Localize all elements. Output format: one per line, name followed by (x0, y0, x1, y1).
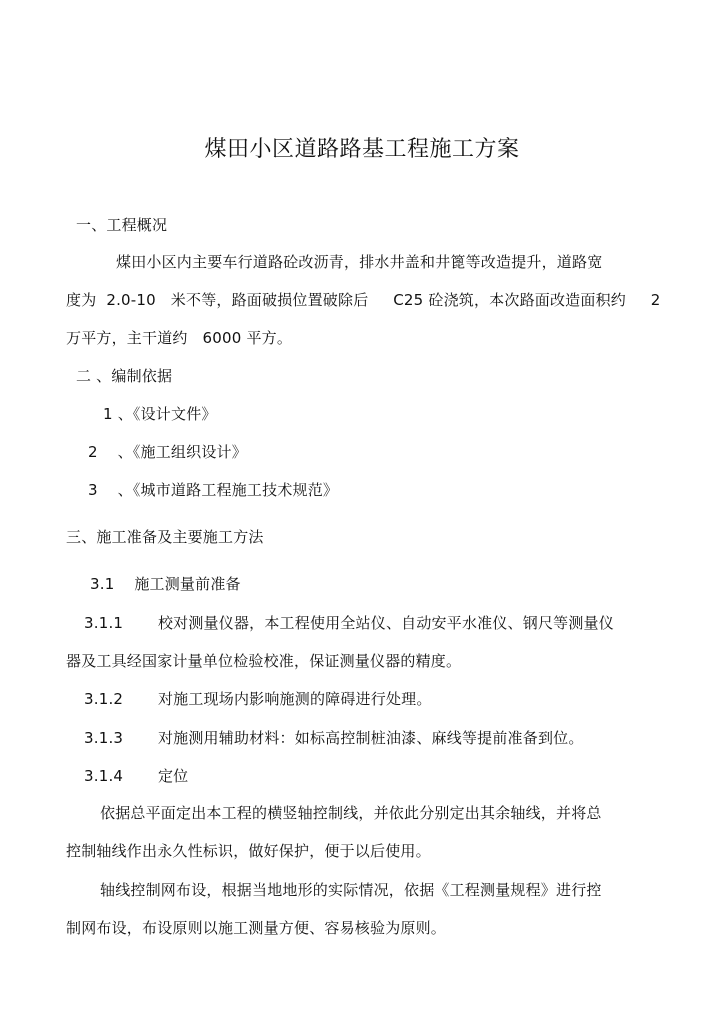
list-item: 2 、《施工组织设计》 (88, 443, 247, 461)
paragraph-line: 依据总平面定出本工程的横竖轴控制线，并依此分别定出其余轴线，并将总 (100, 804, 602, 822)
paragraph-line: 3.1.3 对施测用辅助材料：如标高控制桩油漆、麻线等提前准备到位。 (84, 729, 584, 747)
document-title: 煤田小区道路路基工程施工方案 (204, 137, 520, 162)
paragraph-line: 3.1.2 对施工现场内影响施测的障碍进行处理。 (84, 690, 432, 708)
subsection-heading: 3.1 施工测量前准备 (90, 575, 241, 593)
paragraph-line: 3.1.1 校对测量仪器，本工程使用全站仪、自动安平水准仪、钢尺等测量仪 (84, 614, 614, 632)
section-heading-overview: 一、工程概况 (76, 216, 168, 234)
list-item: 1 、《设计文件》 (103, 405, 217, 423)
paragraph-line: 万平方，主干道约 6000 平方。 (66, 329, 293, 347)
section-heading-methods: 三、施工准备及主要施工方法 (66, 528, 264, 546)
section-heading-basis: 二 、编制依据 (76, 367, 173, 385)
subsection-heading: 3.1.4 定位 (84, 767, 189, 785)
paragraph-line: 控制轴线作出永久性标识，做好保护，便于以后使用。 (66, 842, 431, 860)
paragraph-line: 器及工具经国家计量单位检验校准，保证测量仪器的精度。 (66, 652, 462, 670)
paragraph-line: 制网布设，布设原则以施工测量方便、容易核验为原则。 (66, 919, 447, 937)
paragraph-line: 度为 2.0-10 米不等，路面破损位置破除后 C25 砼浇筑，本次路面改造面积约 2 (66, 291, 661, 309)
list-item: 3 、《城市道路工程施工技术规范》 (88, 481, 339, 499)
paragraph-line: 轴线控制网布设，根据当地地形的实际情况，依据《工程测量规程》进行控 (100, 881, 602, 899)
paragraph-line: 煤田小区内主要车行道路砼改沥青，排水井盖和井篦等改造提升，道路宽 (116, 253, 603, 271)
